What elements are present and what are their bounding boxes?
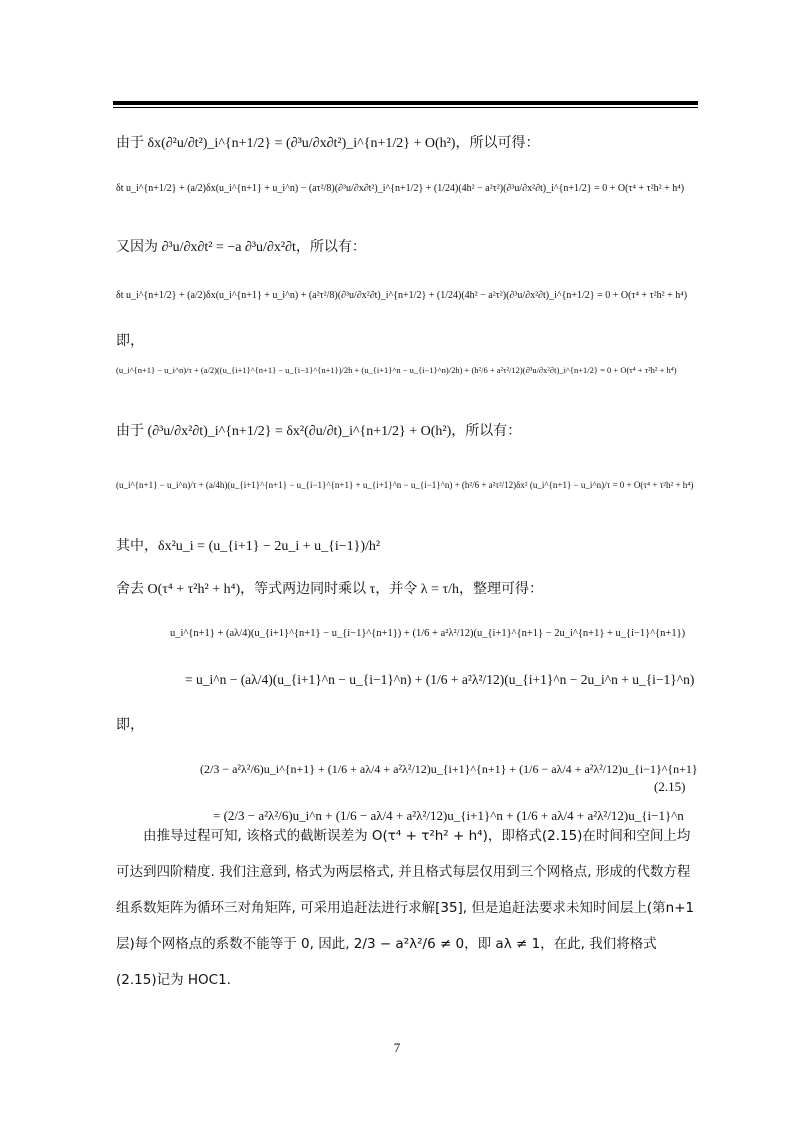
equation-line: (u_i^{n+1} − u_i^n)/τ + (a/2)((u_{i+1}^{n+1} − u_{i−1}^{n+1})/2h + (u_{i+1}^n − u_{i−1}^n)/2h) + (h²/6 + a²τ²/12)(∂³u/∂x²∂t)_i^{n+1/2} = 0 + O(τ⁴ + τ²h² + h⁴) xyxy=(116,365,677,375)
equation-line: (2/3 − a²λ²/6)u_i^{n+1} + (1/6 + aλ/4 + a²λ²/12)u_{i+1}^{n+1} + (1/6 − aλ/4 + a²λ²/12)u_{i−1}^{n+1} xyxy=(200,762,698,776)
header-rule-thick xyxy=(113,101,698,105)
equation-line: 其中，δx²u_i = (u_{i+1} − 2u_i + u_{i−1})/h² xyxy=(116,539,381,554)
header-rule-thin xyxy=(113,107,698,108)
equation-line: = (2/3 − a²λ²/6)u_i^n + (1/6 − aλ/4 + a²λ²/12)u_{i+1}^n + (1/6 + aλ/4 + a²λ²/12)u_{i−1}^n xyxy=(213,808,684,823)
equation-line: 又因为 ∂³u/∂x∂t² = −a ∂³u/∂x²∂t，所以有： xyxy=(116,240,366,255)
equation-line: 即， xyxy=(116,334,144,349)
equation-line: (u_i^{n+1} − u_i^n)/τ + (a/4h)(u_{i+1}^{n+1} − u_{i−1}^{n+1} + u_{i+1}^n − u_{i−1}^n) + (h²/6 + a²τ²/12)δx² (u_i^{n+1} − u_i^n)/τ = 0 + O(τ⁴ + τ²h² + h⁴) xyxy=(116,480,694,490)
body-paragraph: 由推导过程可知, 该格式的截断误差为 O(τ⁴ + τ²h² + h⁴)，即格式(2.15)在时间和空间上均可达到四阶精度. 我们注意到, 格式为两层格式, 并且格式每层仅用到三个网格点, 形成的代数方程组系数矩阵为循环三对角矩阵, 可采用追赶法进行求解[35], 但是追赶法要求未知时间层上(第n+1 层)每个网格点的系数不能等于 0, 因此, 2/3 − a²λ²/6 ≠ 0，即 aλ ≠ 1，在此, 我们将格式(2.15)记为 HOC1. xyxy=(116,828,695,988)
equation-line: 舍去 O(τ⁴ + τ²h² + h⁴)，等式两边同时乘以 τ，并令 λ = τ/h，整理可得： xyxy=(116,582,543,597)
equation-line: u_i^{n+1} + (aλ/4)(u_{i+1}^{n+1} − u_{i−1}^{n+1}) + (1/6 + a²λ²/12)(u_{i+1}^{n+1} − 2u_i^{n+1} + u_{i−1}^{n+1}) xyxy=(170,628,686,639)
equation-line: 由于 δx(∂²u/∂t²)_i^{n+1/2} = (∂³u/∂x∂t²)_i^{n+1/2} + O(h²)，所以可得： xyxy=(116,136,540,151)
page-number: 7 xyxy=(393,1040,401,1055)
equation-line: δt u_i^{n+1/2} + (a/2)δx(u_i^{n+1} + u_i^n) − (aτ²/8)(∂³u/∂x∂t²)_i^{n+1/2} + (1/24)(4h² − a²τ²)(∂³u/∂x²∂t)_i^{n+1/2} = 0 + O(τ⁴ + τ²h² + h⁴) xyxy=(116,183,685,194)
equation-line: 由于 (∂³u/∂x²∂t)_i^{n+1/2} = δx²(∂u/∂t)_i^{n+1/2} + O(h²)，所以有： xyxy=(116,424,522,439)
equation-line: = u_i^n − (aλ/4)(u_{i+1}^n − u_{i−1}^n) + (1/6 + a²λ²/12)(u_{i+1}^n − 2u_i^n + u_{i−1}^n) xyxy=(185,672,695,687)
equation-line: 即， xyxy=(116,718,144,733)
equation-line: δt u_i^{n+1/2} + (a/2)δx(u_i^{n+1} + u_i^n) + (a²τ²/8)(∂³u/∂x²∂t)_i^{n+1/2} + (1/24)(4h² − a²τ²)(∂³u/∂x²∂t)_i^{n+1/2} = 0 + O(τ⁴ + τ²h² + h⁴) xyxy=(116,290,688,301)
equation-number: (2.15) xyxy=(654,779,686,794)
